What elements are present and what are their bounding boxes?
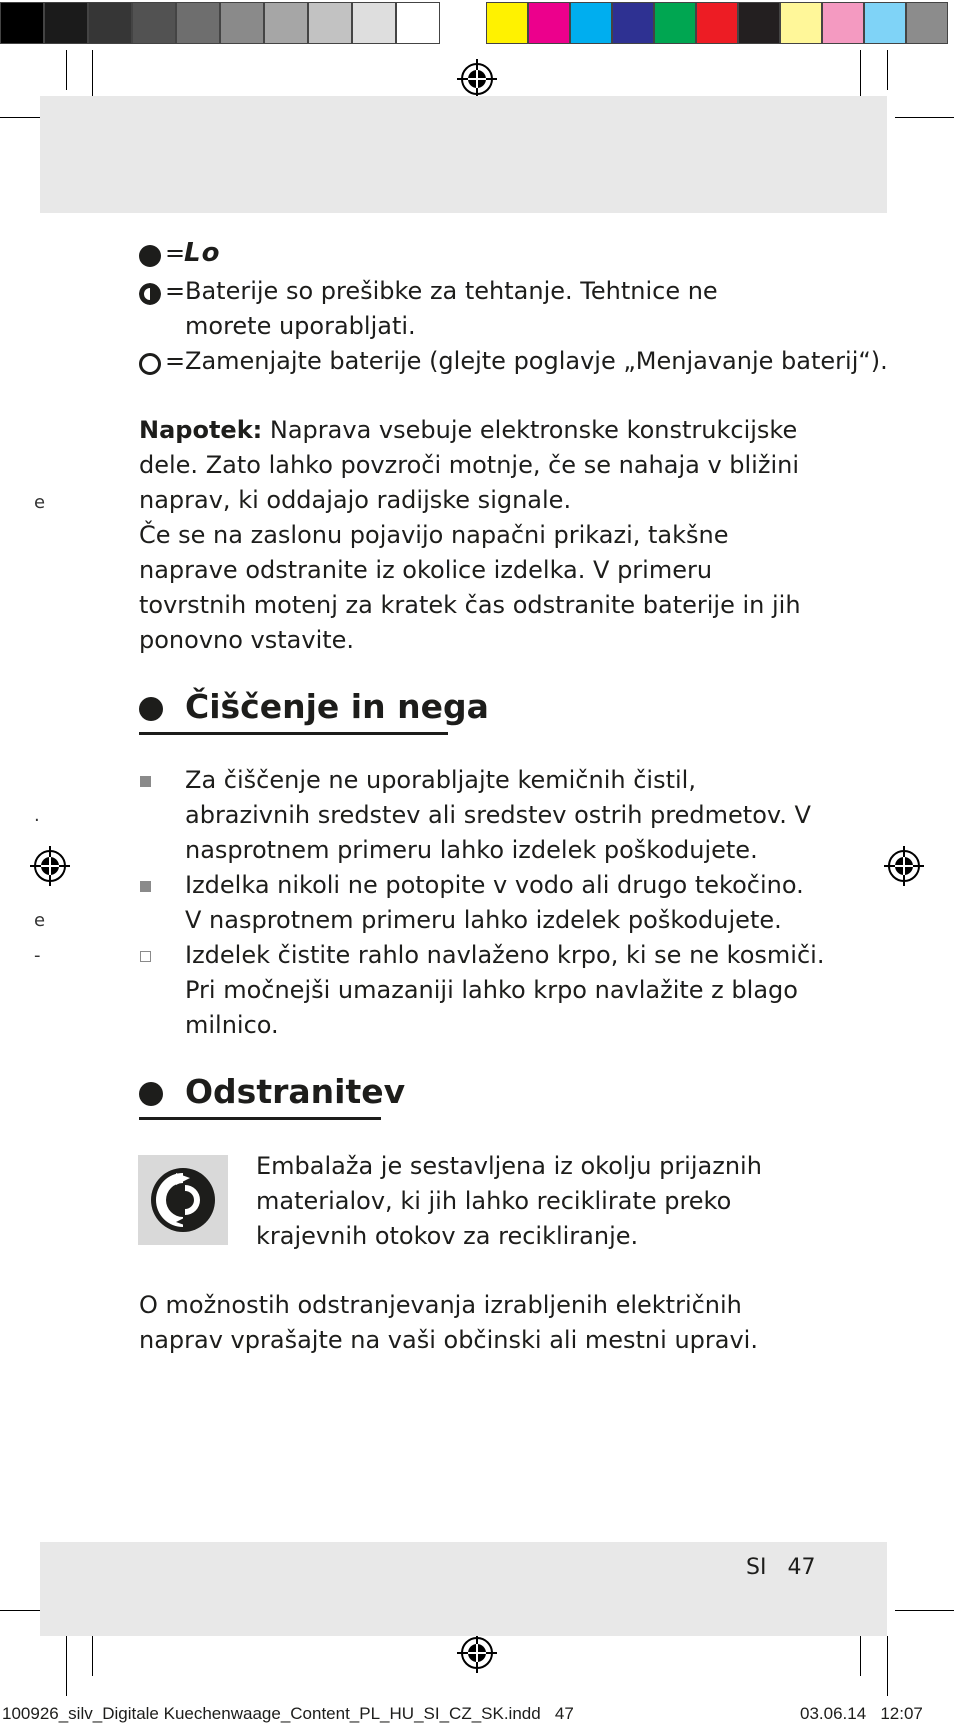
crop-mark (92, 1630, 93, 1676)
crop-mark (66, 50, 67, 90)
gray-swatch (352, 2, 396, 44)
page-number: 47 (787, 1555, 816, 1580)
color-swatch (822, 2, 864, 44)
indicator-text: Baterije so prešibke za tehtanje. Tehtnice ne morete uporabljati. (185, 277, 718, 340)
crop-mark (895, 117, 954, 118)
gray-swatch (264, 2, 308, 44)
equals-sign: = (165, 347, 186, 375)
section-title: Odstranitev (185, 1072, 406, 1111)
section-title: Čiščenje in nega (185, 687, 489, 726)
adjacent-page-fragment: - (34, 945, 41, 966)
page-header-band (40, 96, 887, 213)
list-item (139, 763, 839, 868)
section-heading-disposal (139, 1068, 406, 1120)
registration-mark-icon (457, 59, 497, 99)
crop-mark (860, 1630, 861, 1676)
gray-swatch (220, 2, 264, 44)
color-swatch (738, 2, 780, 44)
gray-swatch (308, 2, 352, 44)
square-bullet-icon (140, 776, 151, 787)
full-battery-icon (139, 245, 161, 267)
color-swatch (864, 2, 906, 44)
packaging-text: Embalaža je sestavljena iz okolju prijaznih materialov, ki jih lahko reciklirate preko krajevnih otokov za recikliranje. (256, 1152, 762, 1250)
heading-underline (139, 732, 448, 735)
gray-swatch (176, 2, 220, 44)
indicator-half (139, 274, 939, 344)
gray-swatch (132, 2, 176, 44)
square-bullet-outline-icon (140, 951, 151, 962)
registration-mark-icon (30, 846, 70, 886)
crop-mark (860, 50, 861, 98)
green-dot-recycling-icon (138, 1155, 228, 1245)
heading-bullet-icon (139, 1082, 163, 1106)
registration-mark-icon (884, 846, 924, 886)
list-item-text: Izdelek čistite rahlo navlaženo krpo, ki se ne kosmiči. Pri močnejši umazaniji lahko krpo navlažite z blago milnico. (185, 941, 825, 1039)
color-swatch (528, 2, 570, 44)
color-swatch (906, 2, 948, 44)
gray-swatch (396, 2, 440, 44)
adjacent-page-fragment: e (34, 910, 46, 931)
note-label: Napotek: (139, 416, 263, 444)
note-text: Naprava vsebuje elektronske konstrukcijske dele. Zato lahko povzroči motnje, če se nahaja v bližini naprav, ki oddajajo radijske signale. (139, 416, 799, 514)
empty-battery-icon (139, 353, 161, 375)
note-paragraph-2: Če se na zaslonu pojavijo napačni prikazi, takšne naprave odstranite iz okolice izdelka. V primeru tovrstnih motenj za kratek čas odstranite baterije in jih ponovno vstavite. (139, 521, 801, 654)
color-swatch (486, 2, 528, 44)
crop-mark (887, 1636, 888, 1696)
disposal-info-text: O možnostih odstranjevanja izrabljenih električnih naprav vprašajte na vaši občinski ali mestni upravi. (139, 1291, 758, 1354)
lo-display-text: Lo (184, 238, 221, 268)
print-date: 03.06.14 12:07 (800, 1704, 923, 1723)
adjacent-page-fragment: . (34, 805, 40, 826)
list-item-text: Izdelka nikoli ne potopite v vodo ali drugo tekočino. V nasprotnem primeru lahko izdelek poškodujete. (185, 871, 804, 934)
list-item (139, 938, 839, 1039)
note-paragraph (139, 413, 819, 518)
color-swatch (570, 2, 612, 44)
list-item (139, 868, 839, 938)
print-color-bar (0, 0, 954, 46)
color-swatch (696, 2, 738, 44)
page-footer-label (746, 1555, 815, 1580)
gray-swatch (0, 2, 44, 44)
half-battery-icon (139, 283, 161, 305)
adjacent-page-fragment: e (34, 492, 46, 513)
indicator-full (139, 236, 339, 271)
crop-mark (895, 1610, 954, 1611)
registration-mark-icon (457, 1633, 497, 1673)
color-swatch (612, 2, 654, 44)
indicator-text: Zamenjajte baterije (glejte poglavje „Menjavanje baterij“). (185, 347, 888, 375)
heading-underline (139, 1117, 381, 1120)
color-swatch (780, 2, 822, 44)
section-heading-cleaning (139, 683, 489, 735)
crop-mark (66, 1636, 67, 1696)
equals-sign: = (165, 239, 186, 267)
crop-mark (887, 50, 888, 90)
color-swatch (654, 2, 696, 44)
gray-swatch (88, 2, 132, 44)
gray-swatch (44, 2, 88, 44)
language-code: SI (746, 1555, 767, 1580)
crop-mark (92, 50, 93, 98)
indicator-empty (139, 344, 939, 379)
equals-sign: = (165, 277, 186, 305)
print-file-name: 100926_silv_Digitale Kuechenwaage_Content_PL_HU_SI_CZ_SK.indd 47 (2, 1704, 574, 1723)
heading-bullet-icon (139, 697, 163, 721)
square-bullet-icon (140, 881, 151, 892)
list-item-text: Za čiščenje ne uporabljajte kemičnih čistil, abrazivnih sredstev ali sredstev ostrih predmetov. V nasprotnem primeru lahko izdelek poškodujete. (185, 766, 811, 864)
